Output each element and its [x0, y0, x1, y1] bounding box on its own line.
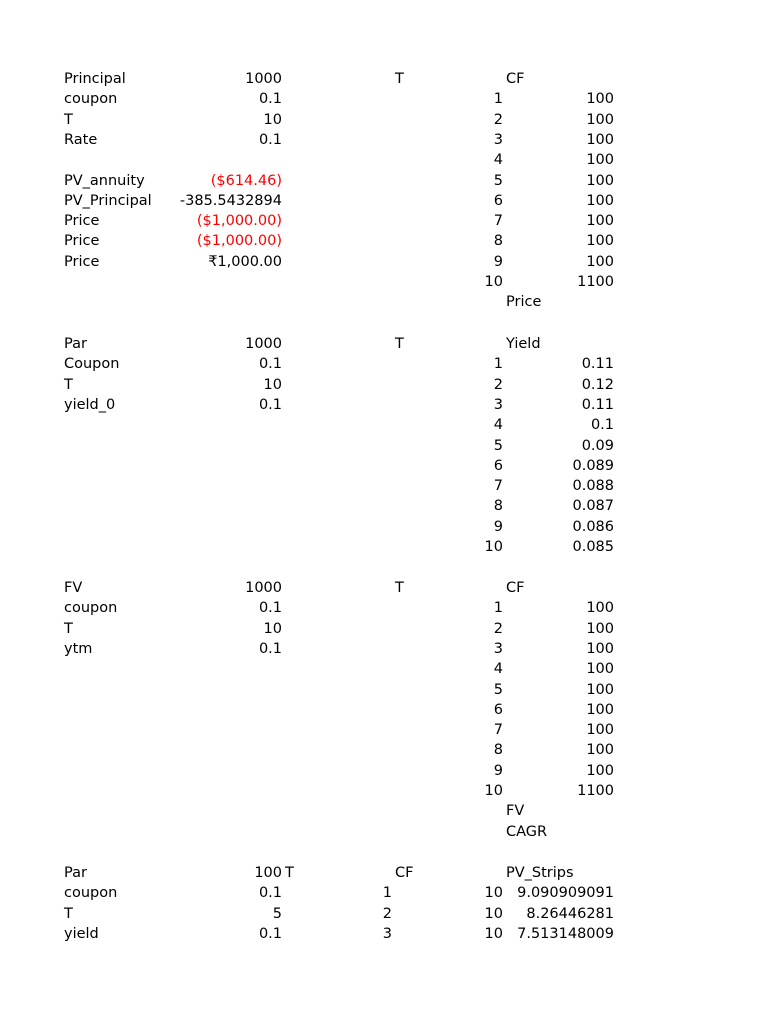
table-cell-value: 100: [586, 762, 614, 779]
table-cell-pv: 9.090909091: [517, 885, 614, 902]
table-cell-t: 5: [493, 172, 503, 189]
param-label: Coupon: [64, 356, 120, 373]
table-cell-t: 9: [493, 762, 503, 779]
param-label: T: [64, 905, 73, 922]
table-cell-value: 0.086: [572, 518, 614, 535]
param-value: 0.1: [258, 885, 282, 902]
table-cell-value: 100: [586, 742, 614, 759]
column-header-t: T: [395, 336, 404, 352]
table-cell-value: 0.12: [581, 376, 614, 393]
table-cell-value: 100: [586, 192, 614, 209]
column-header-cf: CF: [395, 865, 414, 881]
table-cell-t: 7: [493, 722, 503, 739]
result-value: -385.5432894: [179, 192, 282, 209]
table-cell-value: 100: [586, 600, 614, 617]
param-label: ytm: [64, 640, 93, 657]
table-cell-value: 100: [586, 172, 614, 189]
column-header-t: T: [395, 71, 404, 87]
table-cell-t: 2: [493, 620, 503, 637]
result-label: PV_Principal: [64, 192, 152, 209]
table-cell-value: 100: [586, 620, 614, 637]
table-cell-t: 8: [493, 498, 503, 515]
table-cell-value: 0.1: [590, 417, 614, 434]
param-value: 1000: [245, 71, 282, 87]
param-value: 0.1: [258, 396, 282, 413]
param-label: yield: [64, 925, 99, 942]
param-label: Par: [64, 865, 87, 881]
param-label: coupon: [64, 600, 118, 617]
table-cell-value: 0.089: [572, 457, 614, 474]
column-header-value: Yield: [506, 336, 541, 352]
param-label: T: [64, 111, 73, 128]
table-cell-cf: 10: [484, 925, 503, 942]
table-cell-t: 2: [382, 905, 392, 922]
param-label: coupon: [64, 91, 118, 108]
table-cell-t: 5: [493, 437, 503, 454]
param-value: 10: [263, 376, 282, 393]
param-value: 0.1: [258, 925, 282, 942]
table-cell-t: 2: [493, 111, 503, 128]
table-cell-value: 1100: [577, 783, 614, 799]
table-cell-t: 9: [493, 253, 503, 270]
table-cell-t: 6: [493, 457, 503, 474]
table-cell-t: 4: [493, 417, 503, 434]
column-header-t: T: [395, 580, 404, 596]
param-value: 0.1: [258, 600, 282, 617]
table-cell-value: 0.087: [572, 498, 614, 515]
result-label: PV_annuity: [64, 172, 145, 189]
table-cell-t: 6: [493, 192, 503, 209]
param-value: 100: [254, 865, 282, 881]
result-value: ($614.46): [210, 172, 282, 189]
table-cell-t: 2: [493, 376, 503, 393]
param-value: 5: [272, 905, 282, 922]
param-label: Principal: [64, 71, 126, 87]
column-header-pv: PV_Strips: [506, 865, 574, 881]
table-cell-value: 100: [586, 681, 614, 698]
table-cell-pv: 7.513148009: [517, 925, 614, 942]
table-cell-t: 9: [493, 518, 503, 535]
param-label: FV: [64, 580, 83, 596]
table-cell-pv: 8.26446281: [526, 905, 614, 922]
param-value: 10: [263, 620, 282, 637]
table-cell-value: 0.085: [572, 539, 614, 555]
table-cell-t: 7: [493, 478, 503, 495]
param-label: coupon: [64, 885, 118, 902]
table-footer-label: FV: [506, 803, 525, 820]
table-cell-t: 8: [493, 233, 503, 250]
table-cell-value: 100: [586, 640, 614, 657]
table-cell-t: 3: [493, 640, 503, 657]
column-header-value: CF: [506, 580, 525, 596]
table-footer-label: Price: [506, 294, 542, 311]
column-header-t: T: [285, 865, 294, 881]
table-cell-value: 0.11: [581, 356, 614, 373]
table-cell-cf: 10: [484, 905, 503, 922]
table-cell-t: 4: [493, 152, 503, 169]
table-cell-t: 8: [493, 742, 503, 759]
column-header-value: CF: [506, 71, 525, 87]
param-label: T: [64, 376, 73, 393]
param-value: 10: [263, 111, 282, 128]
table-cell-value: 100: [586, 213, 614, 230]
param-label: Rate: [64, 131, 98, 148]
result-value: ($1,000.00): [196, 233, 282, 250]
result-value: ($1,000.00): [196, 213, 282, 230]
param-value: 0.1: [258, 131, 282, 148]
param-value: 0.1: [258, 640, 282, 657]
table-cell-value: 0.088: [572, 478, 614, 495]
table-cell-t: 7: [493, 213, 503, 230]
table-cell-t: 10: [484, 274, 503, 290]
table-cell-t: 1: [493, 600, 503, 617]
result-label: Price: [64, 233, 100, 250]
table-cell-t: 4: [493, 661, 503, 678]
table-cell-t: 3: [493, 131, 503, 148]
param-label: T: [64, 620, 73, 637]
result-label: Price: [64, 213, 100, 230]
table-cell-value: 100: [586, 701, 614, 718]
param-value: 0.1: [258, 91, 282, 108]
result-label: Price: [64, 253, 100, 270]
table-cell-t: 3: [382, 925, 392, 942]
param-value: 1000: [245, 580, 282, 596]
table-cell-value: 100: [586, 152, 614, 169]
table-cell-value: 100: [586, 111, 614, 128]
table-cell-value: 100: [586, 91, 614, 108]
table-cell-value: 100: [586, 661, 614, 678]
table-cell-t: 1: [493, 91, 503, 108]
table-cell-value: 100: [586, 233, 614, 250]
param-label: Par: [64, 336, 87, 352]
table-cell-value: 1100: [577, 274, 614, 290]
param-value: 1000: [245, 336, 282, 352]
table-cell-t: 1: [493, 356, 503, 373]
table-cell-value: 100: [586, 253, 614, 270]
result-value: ₹1,000.00: [208, 253, 282, 270]
table-cell-value: 100: [586, 722, 614, 739]
table-cell-value: 0.11: [581, 396, 614, 413]
table-cell-t: 1: [382, 885, 392, 902]
param-label: yield_0: [64, 396, 116, 413]
table-cell-t: 5: [493, 681, 503, 698]
table-footer-label: CAGR: [506, 823, 548, 840]
table-cell-t: 6: [493, 701, 503, 718]
table-cell-value: 100: [586, 131, 614, 148]
table-cell-t: 3: [493, 396, 503, 413]
table-cell-cf: 10: [484, 885, 503, 902]
table-cell-value: 0.09: [581, 437, 614, 454]
param-value: 0.1: [258, 356, 282, 373]
table-cell-t: 10: [484, 783, 503, 799]
table-cell-t: 10: [484, 539, 503, 555]
